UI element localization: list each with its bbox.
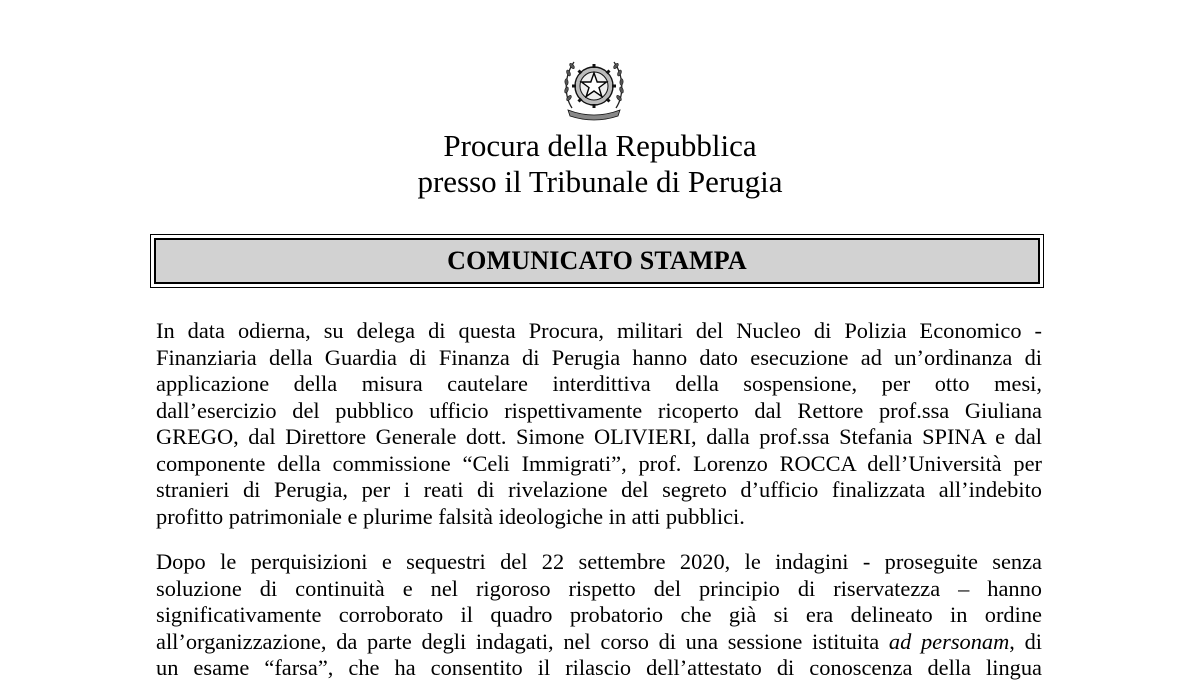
paragraph-2-line: significativamente corroborato il quadro probatorio che già si era delineato in ordine [156,602,1042,627]
paragraph-1-line: profitto patrimoniale e plurime falsità ideologiche in atti pubblici. [156,503,745,529]
paragraph-2-line4-end: , di [1009,628,1042,654]
title-box-inner [154,238,1040,284]
paragraph-1-line: dall’esercizio del pubblico ufficio rispettivamente ricoperto dal Rettore prof.ssa Giuliana [156,397,1042,423]
paragraph-1-line: In data odierna, su delega di questa Procura, militari del Nucleo di Polizia Economico - [156,318,1042,343]
paragraph-2-line: un esame “farsa”, che ha consentito il rilascio dell’attestato di conoscenza della lingua [156,655,1042,680]
paragraph-2-line: soluzione di continuità e nel rigoroso rispetto del principio di riservatezza – hanno [156,575,1042,601]
paragraph-1-line: stranieri di Perugia, per i reati di rivelazione del segreto d’ufficio finalizzata all’indebito [156,477,1042,502]
paragraph-2-line [156,629,1042,656]
republic-emblem-icon [558,46,630,122]
paragraph-2-line4-start: all’organizzazione, da parte degli indagati, nel corso di una sessione istituita [156,628,880,654]
paragraph-1-line: Finanziaria della Guardia di Finanza di Perugia hanno dato esecuzione ad un’ordinanza di [156,344,1042,370]
paragraph-1 [156,318,1042,530]
office-name-line1: Procura della Repubblica [443,128,757,163]
title-box [150,234,1044,288]
office-name-line2: presso il Tribunale di Perugia [417,164,783,199]
paragraph-2 [156,549,1042,682]
document-title: COMUNICATO STAMPA [447,246,747,275]
paragraph-2-line: Dopo le perquisizioni e sequestri del 22 settembre 2020, le indagini - proseguite senza [156,549,1042,574]
italic-latin-phrase: ad personam [888,628,1010,654]
paragraph-1-line: GREGO, dal Direttore Generale dott. Simone OLIVIERI, dalla prof.ssa Stefania SPINA e dal [156,424,1042,449]
paragraph-1-line: componente della commissione “Celi Immigrati”, prof. Lorenzo ROCCA dell’Università per [156,450,1042,476]
paragraph-1-line: applicazione della misura cautelare interdittiva della sospensione, per otto mesi, [156,371,1042,396]
